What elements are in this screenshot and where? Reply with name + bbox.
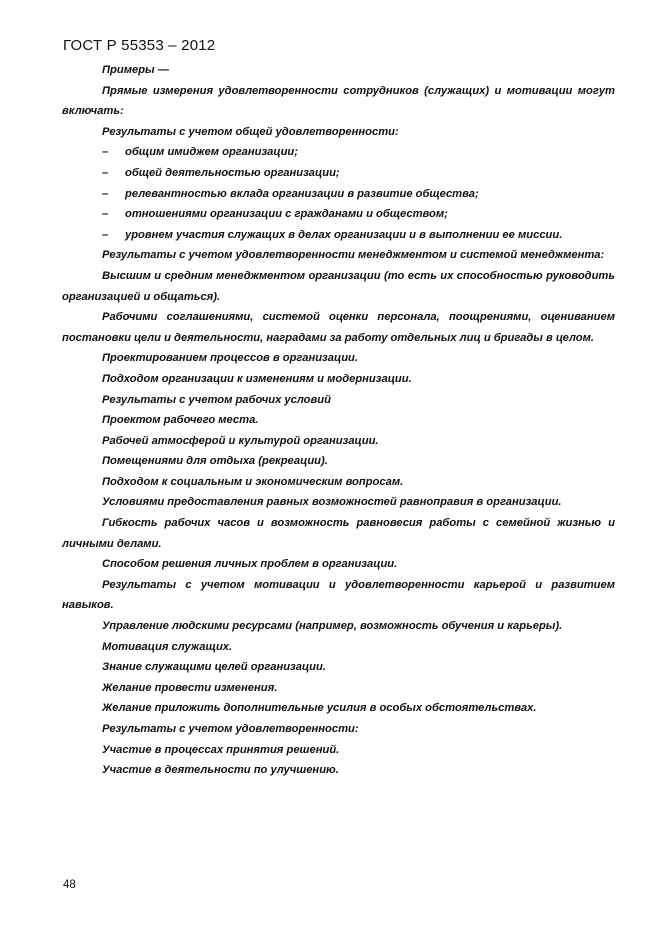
- paragraph: Желание провести изменения.: [102, 681, 278, 694]
- paragraph: Результаты с учетом рабочих условий: [102, 393, 331, 406]
- paragraph: Проектом рабочего места.: [102, 414, 259, 427]
- paragraph: Высшим и средним менеджментом организации (то есть их способностью руководить организацией и общаться).: [62, 269, 615, 303]
- list-item-text: отношениями организации с гражданами и обществом;: [125, 208, 448, 221]
- list-item: [62, 163, 615, 184]
- dash-bullet: –: [102, 208, 109, 221]
- dash-bullet: –: [102, 166, 109, 179]
- paragraph: Участие в процессах принятия решений.: [102, 743, 340, 756]
- document-body: [62, 60, 615, 781]
- list-item-text: релевантностью вклада организации в развитие общества;: [125, 187, 479, 200]
- list-item-text: уровнем участия служащих в делах организации и в выполнении ее миссии.: [125, 228, 563, 241]
- paragraph: Мотивация служащих.: [102, 640, 233, 653]
- page-number: 48: [63, 879, 76, 891]
- paragraph: Результаты с учетом общей удовлетворенности:: [102, 125, 399, 138]
- paragraph: Знание служащими целей организации.: [102, 661, 326, 674]
- paragraph: Рабочими соглашениями, системой оценки персонала, поощрениями, оцениванием постановки цели и деятельности, наградами за работу отдельных лиц и бригады в целом.: [62, 311, 615, 344]
- dash-bullet: –: [102, 146, 109, 159]
- paragraph: Подходом к социальным и экономическим вопросам.: [102, 475, 404, 488]
- list-item: [62, 204, 615, 225]
- paragraph: Прямые измерения удовлетворенности сотрудников (служащих) и мотивации могут включать:: [62, 84, 615, 118]
- list-item: [62, 142, 615, 163]
- paragraph: Проектированием процессов в организации.: [102, 352, 358, 365]
- paragraph: Гибкость рабочих часов и возможность равновесия работы с семейной жизнью и личными делами.: [62, 517, 615, 550]
- paragraph: Желание приложить дополнительные усилия в особых обстоятельствах.: [102, 702, 537, 715]
- examples-heading: Примеры —: [102, 64, 169, 76]
- paragraph: Участие в деятельности по улучшению.: [102, 764, 339, 777]
- list-item: [62, 225, 615, 246]
- paragraph: Способом решения личных проблем в организации.: [102, 558, 398, 571]
- paragraph: Результаты с учетом удовлетворенности менеджментом и системой менеджмента:: [102, 249, 605, 262]
- list-item: [62, 184, 615, 205]
- list-item-text: общей деятельностью организации;: [125, 166, 340, 179]
- paragraph: Результаты с учетом удовлетворенности:: [102, 723, 359, 735]
- paragraph: Управление людскими ресурсами (например, возможность обучения и карьеры).: [102, 620, 563, 633]
- paragraph: Рабочей атмосферой и культурой организации.: [102, 434, 379, 447]
- paragraph: Условиями предоставления равных возможностей равноправия в организации.: [102, 496, 562, 509]
- dash-bullet: –: [102, 228, 109, 241]
- paragraph: Результаты с учетом мотивации и удовлетворенности карьерой и развитием навыков.: [62, 578, 615, 612]
- paragraph: Подходом организации к изменениям и модернизации.: [102, 372, 412, 385]
- paragraph: Помещениями для отдыха (рекреации).: [102, 455, 328, 468]
- document-header: ГОСТ Р 55353 – 2012: [63, 37, 216, 54]
- list-item-text: общим имиджем организации;: [125, 146, 298, 159]
- dash-bullet: –: [102, 187, 109, 200]
